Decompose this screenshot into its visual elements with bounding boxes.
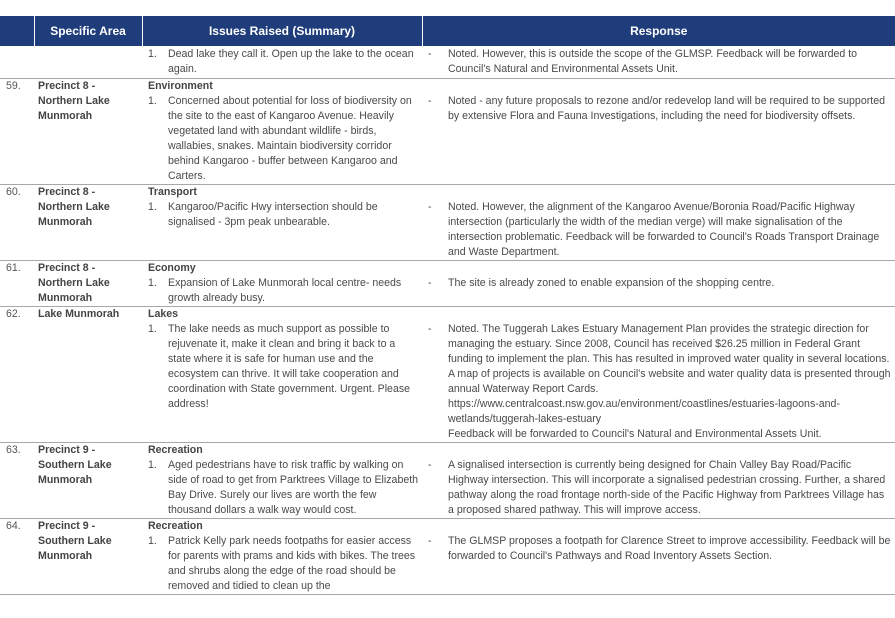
issue-item [148, 200, 420, 230]
issue-item-text: Concerned about potential for loss of biodiversity on the site to the east of Kangaroo Avenue. Heavily vegetated land with abundant wildlife - birds, wallabies, snakes. Maintain biodiversity corridor behind Kangaroo - buffer between Kangaroo and Carters. [168, 95, 412, 182]
issue-item [148, 47, 420, 77]
response-text: The GLMSP proposes a footpath for Clarence Street to improve accessibility. Feedback will be forwarded to Council's Pathways and Road Inventory Assets Section. [448, 535, 891, 562]
header-response: Response [422, 16, 895, 46]
issue-item-number: 1. [148, 277, 157, 289]
response-text: The site is already zoned to enable expansion of the shopping centre. [448, 277, 775, 289]
response-spacer [428, 79, 891, 94]
response-text: Noted. The Tuggerah Lakes Estuary Management Plan provides the strategic direction for managing the estuary. Since 2008, Council has received $26.25 million in Federal Grant funding to implement the plan. This has resulted in improved water quality in several locations. A map of projects is available on Council's website and water quality data is presented through annual Waterway Report Cards. https://www.centralcoast.nsw.gov.au/environment/coastlines/estuaries-lagoons-and-wetlands/tuggerah-lakes-estuary [448, 323, 891, 425]
row-area: Precinct 9 - Southern Lake Munmorah [34, 519, 142, 595]
response-item [428, 276, 891, 291]
row-issue-cell [142, 261, 422, 307]
table-row [0, 443, 895, 519]
row-number: 62. [0, 307, 34, 443]
issue-category: Lakes [148, 308, 179, 320]
response-text: Noted - any future proposals to rezone and/or redevelop land will be required to be supported by extensive Flora and Fauna Investigations, including the need for biodiversity offsets. [448, 95, 885, 122]
response-spacer [428, 519, 891, 534]
table-row [0, 307, 895, 443]
row-issue-cell [142, 46, 422, 79]
issue-item-number: 1. [148, 323, 157, 335]
row-number: 59. [0, 79, 34, 185]
header-specific-area: Specific Area [34, 16, 142, 46]
row-response-cell [422, 307, 895, 443]
response-item [428, 47, 891, 77]
row-issue-cell [142, 79, 422, 185]
issue-category: Transport [148, 186, 197, 198]
response-dash: - [428, 95, 432, 107]
row-number: 60. [0, 185, 34, 261]
response-dash: - [428, 201, 432, 213]
response-dash: - [428, 323, 432, 335]
issue-item-text: Expansion of Lake Munmorah local centre- needs growth already busy. [168, 277, 402, 304]
row-response-cell [422, 79, 895, 185]
table-row [0, 79, 895, 185]
issue-item [148, 276, 420, 306]
response-spacer [428, 307, 891, 322]
header-issues-raised: Issues Raised (Summary) [142, 16, 422, 46]
response-dash: - [428, 48, 432, 60]
row-response-cell [422, 261, 895, 307]
response-item [428, 200, 891, 260]
issue-item-text: Dead lake they call it. Open up the lake to the ocean again. [168, 48, 414, 75]
response-spacer [428, 443, 891, 458]
response-text-extra: Feedback will be forwarded to Council's Natural and Environmental Assets Unit. [448, 428, 822, 440]
response-spacer [428, 185, 891, 200]
issue-item [148, 94, 420, 184]
issue-item-number: 1. [148, 459, 157, 471]
row-area: Precinct 9 - Southern Lake Munmorah [34, 443, 142, 519]
row-area: Lake Munmorah [34, 307, 142, 443]
issue-item [148, 458, 420, 518]
response-text: Noted. However, this is outside the scope of the GLMSP. Feedback will be forwarded to Council's Natural and Environmental Assets Unit. [448, 48, 858, 75]
row-response-cell [422, 185, 895, 261]
row-response-cell [422, 46, 895, 79]
row-area: Precinct 8 - Northern Lake Munmorah [34, 185, 142, 261]
row-area: Precinct 8 - Northern Lake Munmorah [34, 79, 142, 185]
issue-item-text: Aged pedestrians have to risk traffic by walking on side of road to get from Parktrees Village to Elizabeth Bay Drive. Surely our lives are worth the few thousand dollars a walk way would cost. [168, 459, 419, 516]
row-issue-cell [142, 443, 422, 519]
issue-category: Recreation [148, 444, 203, 456]
table-row [0, 261, 895, 307]
response-item [428, 534, 891, 564]
row-issue-cell [142, 307, 422, 443]
header-number [0, 16, 34, 46]
response-item [428, 94, 891, 124]
row-response-cell [422, 519, 895, 595]
table-row [0, 46, 895, 79]
issue-category: Environment [148, 80, 213, 92]
table-row [0, 519, 895, 595]
response-spacer [428, 261, 891, 276]
response-dash: - [428, 277, 432, 289]
issue-item-text: Kangaroo/Pacific Hwy intersection should be signalised - 3pm peak unbearable. [168, 201, 378, 228]
row-issue-cell [142, 519, 422, 595]
consultation-table [0, 16, 895, 595]
response-item [428, 322, 891, 442]
issue-category: Recreation [148, 520, 203, 532]
row-response-cell [422, 443, 895, 519]
issue-item-number: 1. [148, 95, 157, 107]
issue-item-number: 1. [148, 201, 157, 213]
response-item [428, 458, 891, 518]
issue-item-text: Patrick Kelly park needs footpaths for easier access for parents with prams and kids with bikes. The trees and shrubs along the edge of the road should be removed and tidied to clean up the [168, 535, 416, 592]
row-number: 63. [0, 443, 34, 519]
row-issue-cell [142, 185, 422, 261]
row-number [0, 46, 34, 79]
issue-item [148, 322, 420, 412]
row-number: 64. [0, 519, 34, 595]
response-text: Noted. However, the alignment of the Kangaroo Avenue/Boronia Road/Pacific Highway intersection (particularly the width of the median verge) will make signalisation of the intersection problematic. Feedback will be forwarded to Council's Roads Transport Drainage and Waste Department. [448, 201, 880, 258]
row-area: Precinct 8 - Northern Lake Munmorah [34, 261, 142, 307]
response-dash: - [428, 535, 432, 547]
table-row [0, 185, 895, 261]
table-header-row [0, 16, 895, 46]
issue-item-text: The lake needs as much support as possible to rejuvenate it, make it clean and bring it back to a state where it is safe for human use and the ecosystem can thrive. It will take cooperation and coordination with State government. Urgent. Please address! [168, 323, 411, 410]
issue-item-number: 1. [148, 48, 157, 60]
response-dash: - [428, 459, 432, 471]
issue-item-number: 1. [148, 535, 157, 547]
row-area [34, 46, 142, 79]
issue-category: Economy [148, 262, 196, 274]
issue-item [148, 534, 420, 594]
response-text: A signalised intersection is currently being designed for Chain Valley Bay Road/Pacific Highway intersection. This will incorporate a signalised pedestrian crossing. Further, a shared pathway along the road frontage north-side of the Pacific Highway from Parktrees Village has a proposed shared pathway. This will improve access. [448, 459, 886, 516]
row-number: 61. [0, 261, 34, 307]
